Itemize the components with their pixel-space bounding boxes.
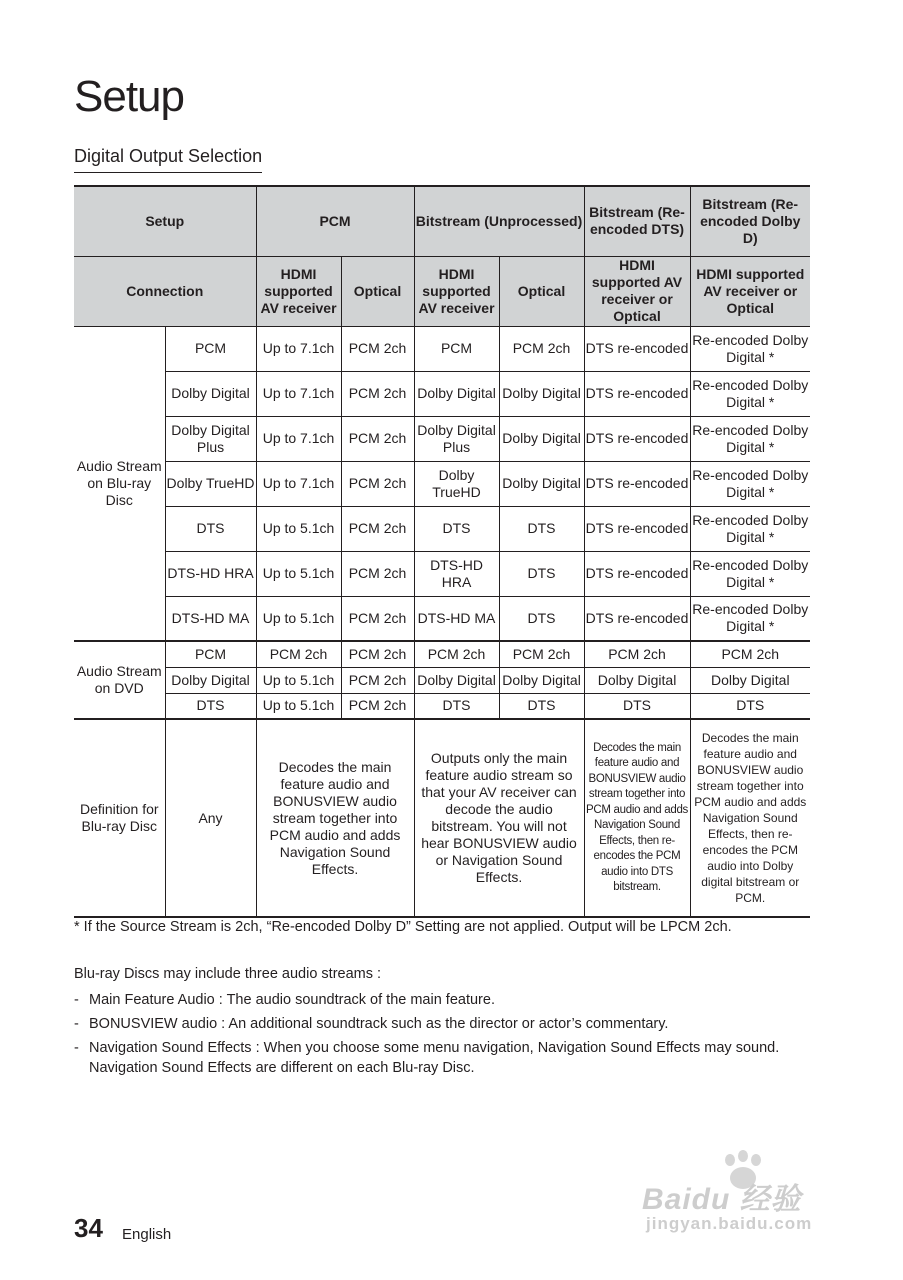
table-cell: PCM 2ch (690, 641, 810, 667)
table-cell: DTS re-encoded (584, 326, 690, 371)
definition-any: Any (165, 719, 256, 917)
table-cell: Dolby Digital (414, 371, 499, 416)
watermark-url: jingyan.baidu.com (646, 1214, 813, 1233)
table-cell: DTS-HD HRA (414, 551, 499, 596)
table-cell: Up to 7.1ch (256, 461, 341, 506)
header-unprocessed-hdmi: HDMI supported AV receiver (414, 256, 499, 326)
page-number: 34 (74, 1213, 103, 1243)
definition-dts: Decodes the main feature audio and BONUSVIEW audio stream together into PCM audio and adds Navigation Sound Effects, then re-encodes the PCM audio into DTS bitstream. (584, 719, 690, 917)
table-cell: PCM 2ch (341, 506, 414, 551)
stream-cell: Dolby Digital (165, 667, 256, 693)
stream-cell: DTS (165, 693, 256, 719)
table-cell: Dolby Digital (499, 416, 584, 461)
table-cell: Up to 5.1ch (256, 596, 341, 641)
table-cell: Re-encoded Dolby Digital * (690, 596, 810, 641)
table-cell: DTS (499, 596, 584, 641)
table-cell: Up to 5.1ch (256, 551, 341, 596)
table-cell: PCM 2ch (414, 641, 499, 667)
table-cell: PCM 2ch (341, 596, 414, 641)
table-row (74, 371, 810, 416)
table-cell: PCM 2ch (341, 693, 414, 719)
table-row (74, 641, 810, 667)
table-cell: DTS (584, 693, 690, 719)
table-cell: Dolby Digital (499, 461, 584, 506)
table-cell: DTS re-encoded (584, 461, 690, 506)
header-pcm-optical: Optical (341, 256, 414, 326)
table-cell: Up to 5.1ch (256, 667, 341, 693)
streams-intro: Blu-ray Discs may include three audio streams : (74, 966, 382, 982)
table-cell: DTS (414, 693, 499, 719)
table-cell: DTS re-encoded (584, 506, 690, 551)
table-cell: Re-encoded Dolby Digital * (690, 326, 810, 371)
digital-output-table (74, 185, 810, 918)
header-pcm-hdmi: HDMI supported AV receiver (256, 256, 341, 326)
table-cell: DTS re-encoded (584, 551, 690, 596)
table-row (74, 551, 810, 596)
list-item-text: Navigation Sound Effects : When you choose some menu navigation, Navigation Sound Effects may sound. Navigation Sound Effects are different on each Blu-ray Disc. (89, 1040, 780, 1076)
table-cell: Re-encoded Dolby Digital * (690, 416, 810, 461)
stream-cell: Dolby Digital Plus (165, 416, 256, 461)
table-cell: DTS (690, 693, 810, 719)
table-cell: Dolby Digital (690, 667, 810, 693)
table-cell: PCM 2ch (341, 326, 414, 371)
table-row (74, 693, 810, 719)
table-cell: DTS re-encoded (584, 416, 690, 461)
table-row (74, 596, 810, 641)
table-cell: PCM 2ch (341, 461, 414, 506)
group-label-dvd: Audio Stream on DVD (74, 641, 165, 719)
list-dash: - (74, 1040, 79, 1056)
table-cell: DTS (499, 693, 584, 719)
header-bitstream-dts: Bitstream (Re-encoded DTS) (584, 186, 690, 256)
page-language: English (122, 1226, 172, 1243)
table-cell: DTS-HD MA (414, 596, 499, 641)
stream-cell: Dolby Digital (165, 371, 256, 416)
header-pcm: PCM (256, 186, 414, 256)
list-item (74, 1014, 814, 1034)
header-unprocessed-optical: Optical (499, 256, 584, 326)
audio-streams-list (74, 990, 814, 1082)
table-cell: Re-encoded Dolby Digital * (690, 506, 810, 551)
list-item (74, 990, 814, 1010)
table-cell: Dolby Digital Plus (414, 416, 499, 461)
table-row (74, 667, 810, 693)
table-cell: Up to 5.1ch (256, 506, 341, 551)
table-cell: Re-encoded Dolby Digital * (690, 551, 810, 596)
table-cell: PCM 2ch (584, 641, 690, 667)
table-row (74, 326, 810, 371)
table-cell: PCM 2ch (341, 667, 414, 693)
list-dash: - (74, 992, 79, 1008)
table-cell: DTS re-encoded (584, 596, 690, 641)
table-cell: PCM (414, 326, 499, 371)
header-dolby-connection: HDMI supported AV receiver or Optical (690, 256, 810, 326)
definition-unprocessed: Outputs only the main feature audio stream so that your AV receiver can decode the audio bitstream. You will not hear BONUSVIEW audio or Navigation Sound Effects. (414, 719, 584, 917)
stream-cell: DTS (165, 506, 256, 551)
table-cell: Dolby Digital (414, 667, 499, 693)
footnote: * If the Source Stream is 2ch, “Re-encoded Dolby D” Setting are not applied. Output will be LPCM 2ch. (74, 919, 732, 935)
header-row-connection (74, 256, 810, 326)
table-cell: Re-encoded Dolby Digital * (690, 371, 810, 416)
stream-cell: DTS-HD MA (165, 596, 256, 641)
table-cell: Up to 7.1ch (256, 416, 341, 461)
table-row (74, 461, 810, 506)
table-cell: Up to 5.1ch (256, 693, 341, 719)
header-bitstream-unprocessed: Bitstream (Unprocessed) (414, 186, 584, 256)
header-bitstream-dolby: Bitstream (Re-encoded Dolby D) (690, 186, 810, 256)
table-cell: PCM 2ch (341, 416, 414, 461)
table-cell: Dolby Digital (499, 371, 584, 416)
header-dts-connection: HDMI supported AV receiver or Optical (584, 256, 690, 326)
list-item-text: Main Feature Audio : The audio soundtrack of the main feature. (89, 992, 495, 1008)
table-cell: PCM 2ch (499, 326, 584, 371)
definition-label: Definition for Blu-ray Disc (74, 719, 165, 917)
watermark-logo: Baidu 经验 (642, 1183, 802, 1216)
table-cell: PCM 2ch (341, 641, 414, 667)
table-cell: Re-encoded Dolby Digital * (690, 461, 810, 506)
table-row (74, 506, 810, 551)
table-cell: DTS (499, 551, 584, 596)
stream-cell: Dolby TrueHD (165, 461, 256, 506)
page-title: Setup (74, 72, 184, 121)
section-title: Digital Output Selection (74, 146, 262, 173)
definition-dolby: Decodes the main feature audio and BONUSVIEW audio stream together into PCM audio and adds Navigation Sound Effects, then re-encodes the PCM audio into Dolby digital bitstream or PCM. (690, 719, 810, 917)
table-cell: Dolby TrueHD (414, 461, 499, 506)
table-cell: Dolby Digital (499, 667, 584, 693)
header-connection: Connection (74, 256, 256, 326)
table-cell: Dolby Digital (584, 667, 690, 693)
table-cell: PCM 2ch (341, 551, 414, 596)
header-setup: Setup (74, 186, 256, 256)
table-cell: DTS re-encoded (584, 371, 690, 416)
table-row (74, 416, 810, 461)
table-cell: PCM 2ch (499, 641, 584, 667)
stream-cell: PCM (165, 326, 256, 371)
table-cell: DTS (499, 506, 584, 551)
list-item (74, 1038, 814, 1078)
list-item-text: BONUSVIEW audio : An additional soundtrack such as the director or actor’s commentary. (89, 1016, 669, 1032)
definition-row (74, 719, 810, 917)
table-cell: DTS (414, 506, 499, 551)
definition-pcm: Decodes the main feature audio and BONUSVIEW audio stream together into PCM audio and adds Navigation Sound Effects. (256, 719, 414, 917)
stream-cell: PCM (165, 641, 256, 667)
baidu-watermark (636, 1150, 856, 1242)
table-cell: Up to 7.1ch (256, 326, 341, 371)
list-dash: - (74, 1016, 79, 1032)
table-cell: PCM 2ch (256, 641, 341, 667)
table-cell: PCM 2ch (341, 371, 414, 416)
stream-cell: DTS-HD HRA (165, 551, 256, 596)
group-label-bluray: Audio Stream on Blu-ray Disc (74, 326, 165, 641)
table-cell: Up to 7.1ch (256, 371, 341, 416)
header-row-setup (74, 186, 810, 256)
